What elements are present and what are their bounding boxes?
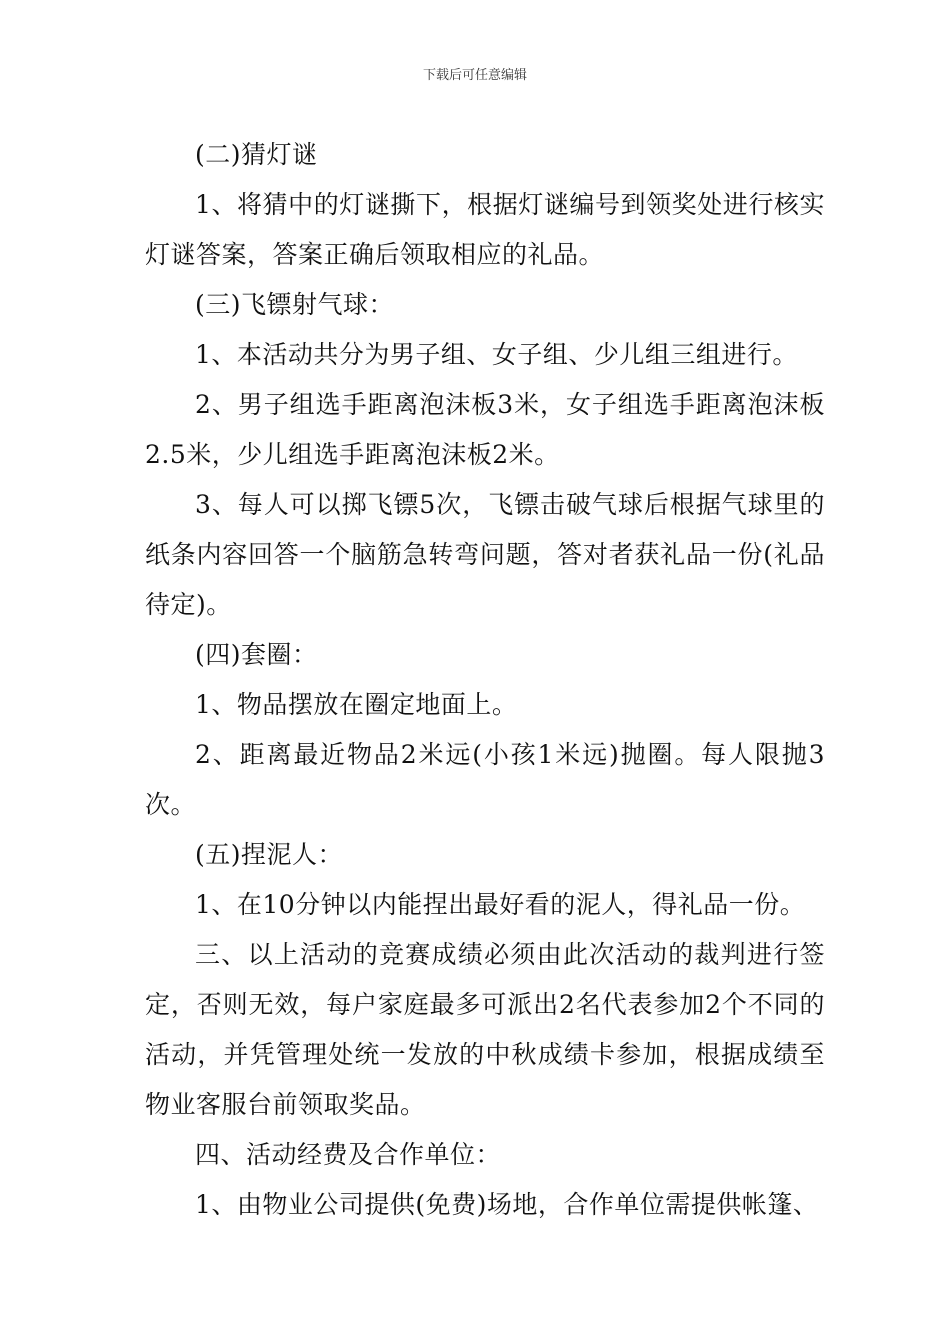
document-body — [145, 130, 825, 1230]
page-header: 下载后可任意编辑 — [422, 68, 527, 83]
heading-section-four: 四、活动经费及合作单位： — [195, 1140, 502, 1169]
heading-ring-toss: (四)套圈： — [195, 640, 318, 669]
paragraph-darts-rule-1: 1、本活动共分为男子组、女子组、少儿组三组进行。 — [195, 340, 798, 369]
heading-darts-balloons: (三)飞镖射气球： — [195, 290, 395, 319]
paragraph-ring-toss-rule-2: 2、距离最近物品2米远(小孩1米远)抛圈。每人限抛3次。 — [145, 740, 825, 819]
paragraph-ring-toss-rule-1: 1、物品摆放在圈定地面上。 — [195, 690, 518, 719]
paragraph-darts-rule-2: 2、男子组选手距离泡沫板3米，女子组选手距离泡沫板2.5米，少儿组选手距离泡沫板2米。 — [145, 390, 825, 469]
paragraph-section-four-item-1: 1、由物业公司提供(免费)场地，合作单位需提供帐篷、 — [195, 1190, 819, 1219]
heading-clay-figures: (五)捏泥人： — [195, 840, 344, 869]
paragraph-clay-rule-1: 1、在10分钟以内能捏出最好看的泥人，得礼品一份。 — [195, 890, 806, 919]
paragraph-section-three: 三、以上活动的竞赛成绩必须由此次活动的裁判进行签定，否则无效，每户家庭最多可派出2名代表参加2个不同的活动，并凭管理处统一发放的中秋成绩卡参加，根据成绩至物业客服台前领取奖品。 — [145, 940, 825, 1119]
paragraph-darts-rule-3: 3、每人可以掷飞镖5次，飞镖击破气球后根据气球里的纸条内容回答一个脑筋急转弯问题，答对者获礼品一份(礼品待定)。 — [145, 490, 825, 619]
heading-lantern-riddles: (二)猜灯谜 — [195, 140, 318, 169]
paragraph-lantern-rule-1: 1、将猜中的灯谜撕下，根据灯谜编号到领奖处进行核实灯谜答案，答案正确后领取相应的礼品。 — [145, 190, 825, 269]
